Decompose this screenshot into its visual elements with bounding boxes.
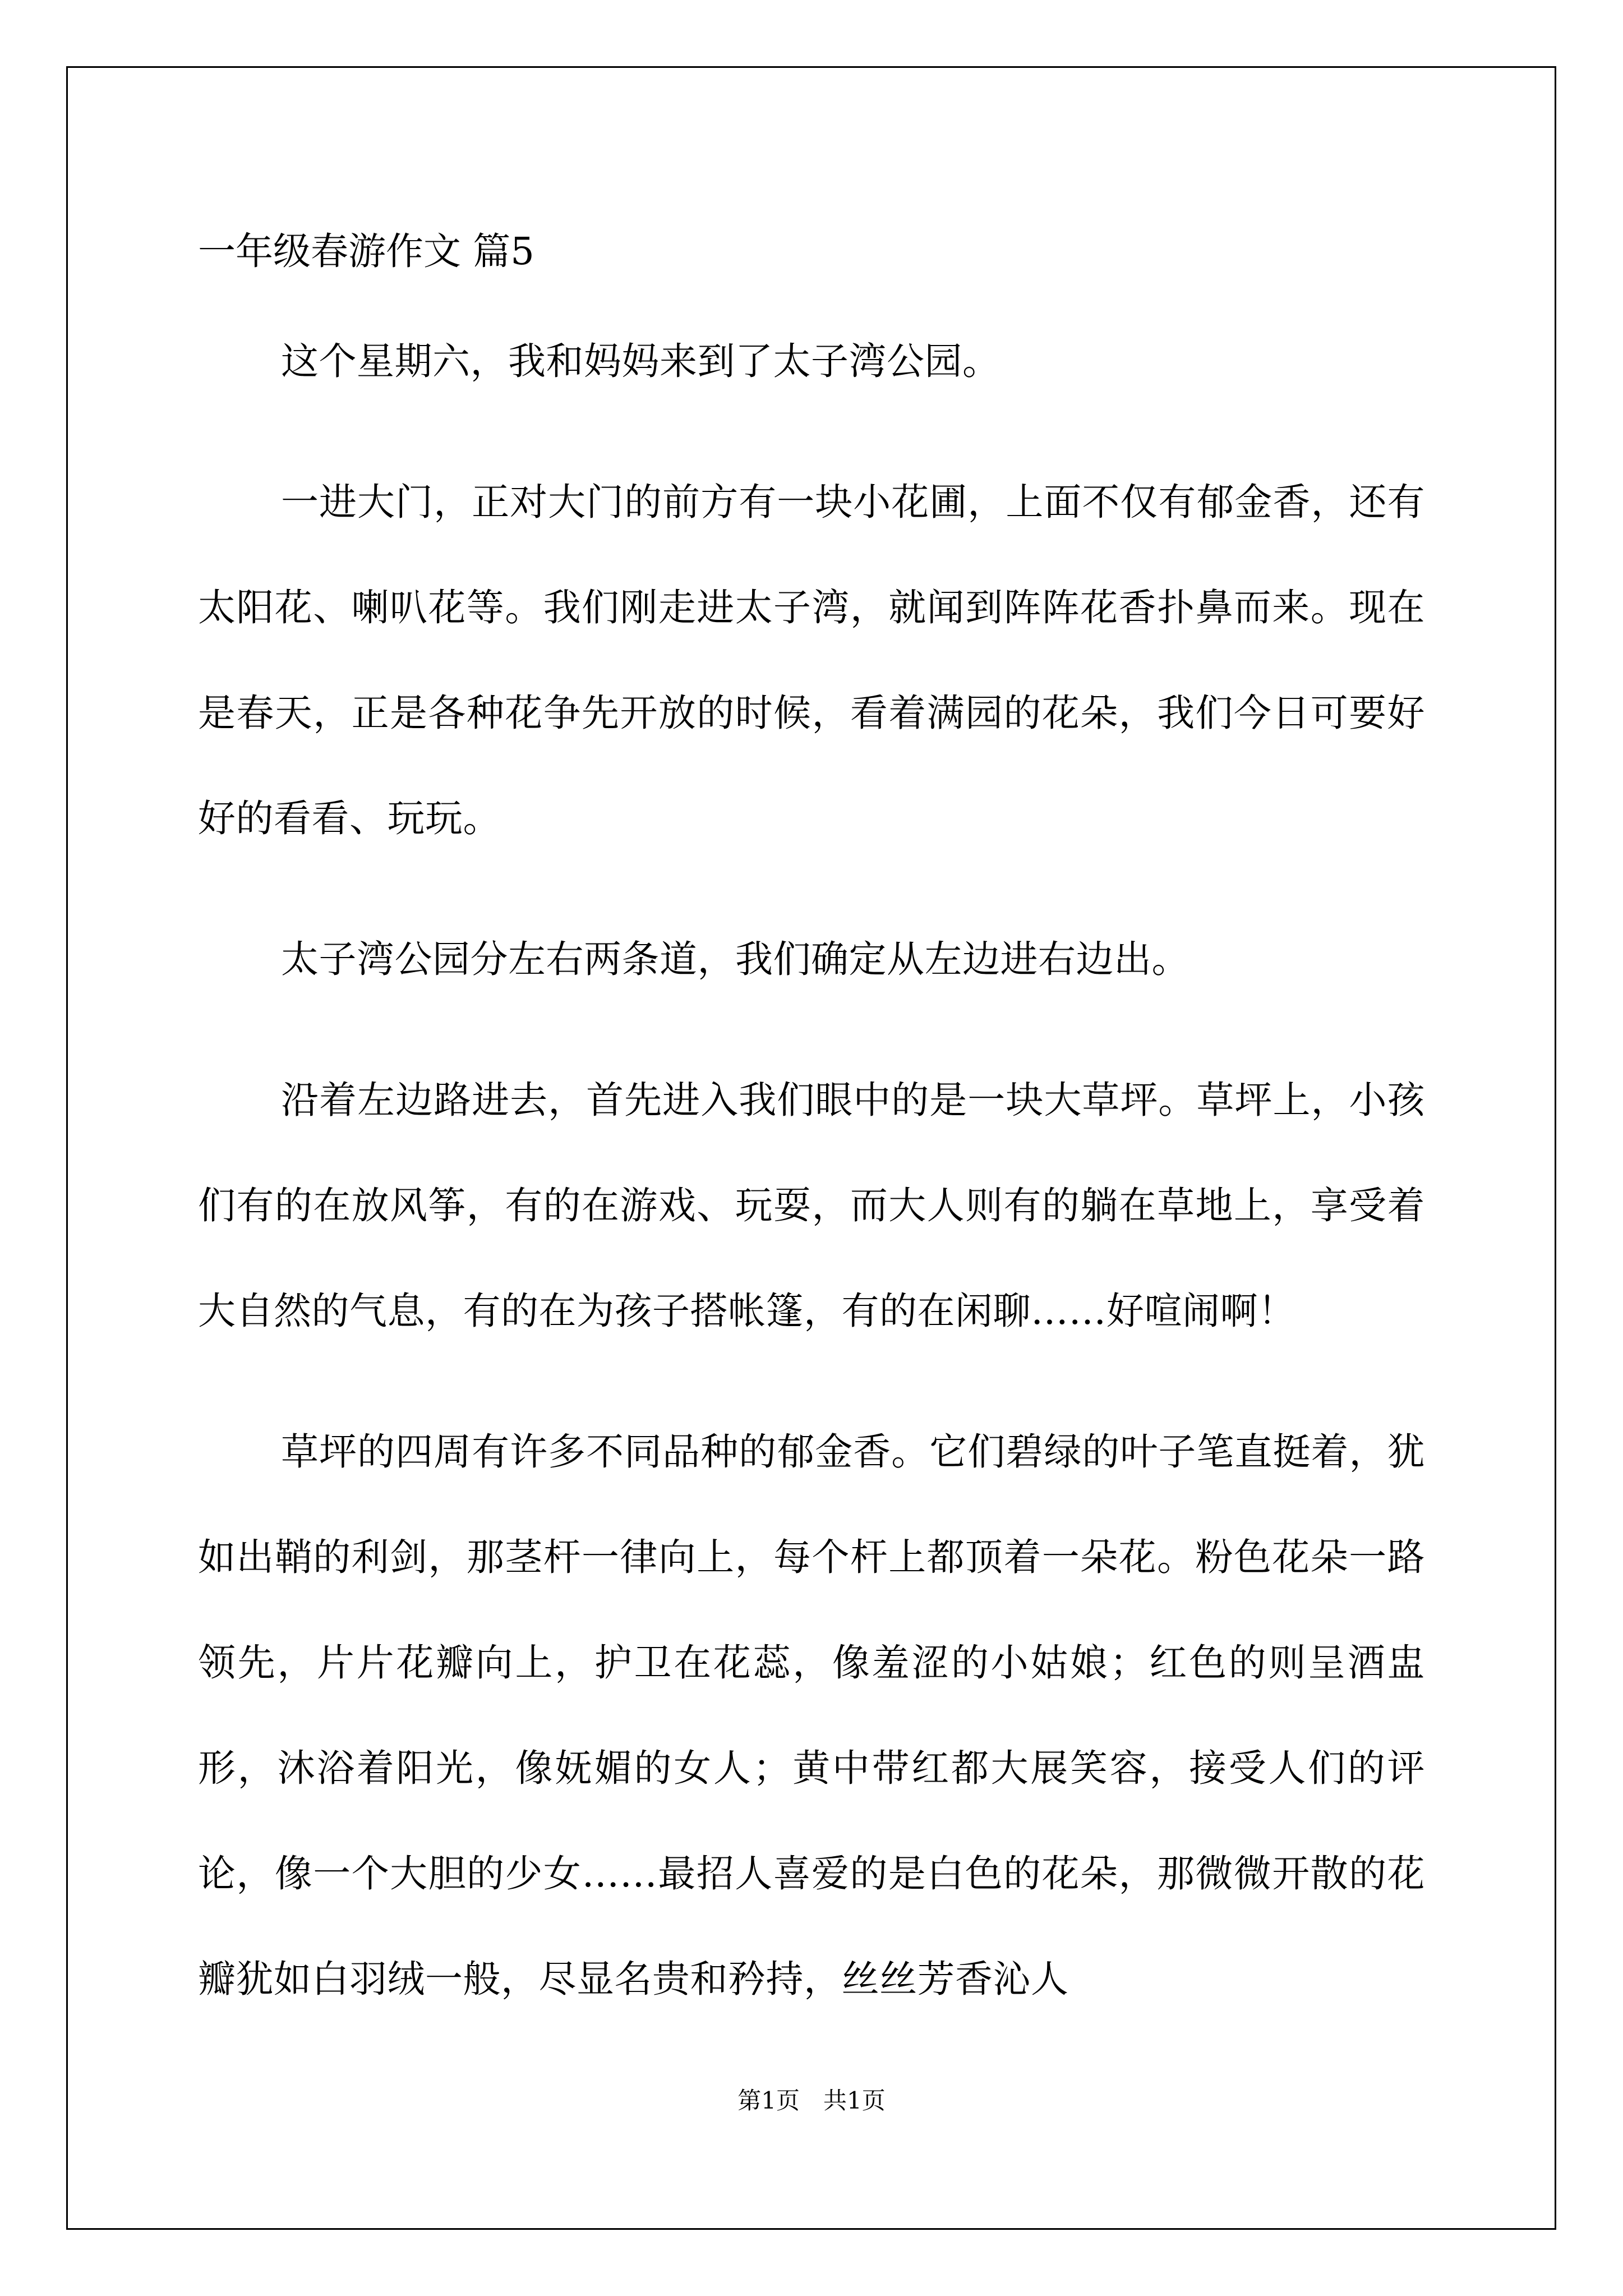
- paragraph-2: 一进大门，正对大门的前方有一块小花圃，上面不仅有郁金香，还有太阳花、喇叭花等。我们刚走进太子湾，就闻到阵阵花香扑鼻而来。现在是春天，正是各种花争先开放的时候，看着满园的花朵，我们今日可要好好的看看、玩玩。: [198, 480, 1425, 840]
- page-number: 第1页: [737, 2087, 800, 2114]
- page-total: 共1页: [823, 2087, 886, 2114]
- paragraph-1: 这个星期六，我和妈妈来到了太子湾公园。: [281, 339, 1000, 383]
- page-footer: [0, 2084, 1623, 2118]
- paragraph-5: 草坪的四周有许多不同品种的郁金香。它们碧绿的叶子笔直挺着，犹如出鞘的利剑，那茎杆一律向上，每个杆上都顶着一朵花。粉色花朵一路领先，片片花瓣向上，护卫在花蕊，像羞涩的小姑娘；红色的则呈酒盅形，沐浴着阳光，像妩媚的女人；黄中带红都大展笑容，接受人们的评论，像一个大胆的少女……最招人喜爱的是白色的花朵，那微微开散的花瓣犹如白羽绒一般，尽显名贵和矜持，丝丝芳香沁人: [198, 1430, 1425, 2001]
- document-body: [198, 219, 1425, 2032]
- document-title: 一年级春游作文 篇5: [198, 229, 534, 273]
- paragraph-4: 沿着左边路进去，首先进入我们眼中的是一块大草坪。草坪上，小孩们有的在放风筝，有的在游戏、玩耍，而大人则有的躺在草地上，享受着大自然的气息，有的在为孩子搭帐篷，有的在闲聊……好喧闹啊！: [198, 1078, 1425, 1333]
- paragraph-3: 太子湾公园分左右两条道，我们确定从左边进右边出。: [281, 937, 1189, 981]
